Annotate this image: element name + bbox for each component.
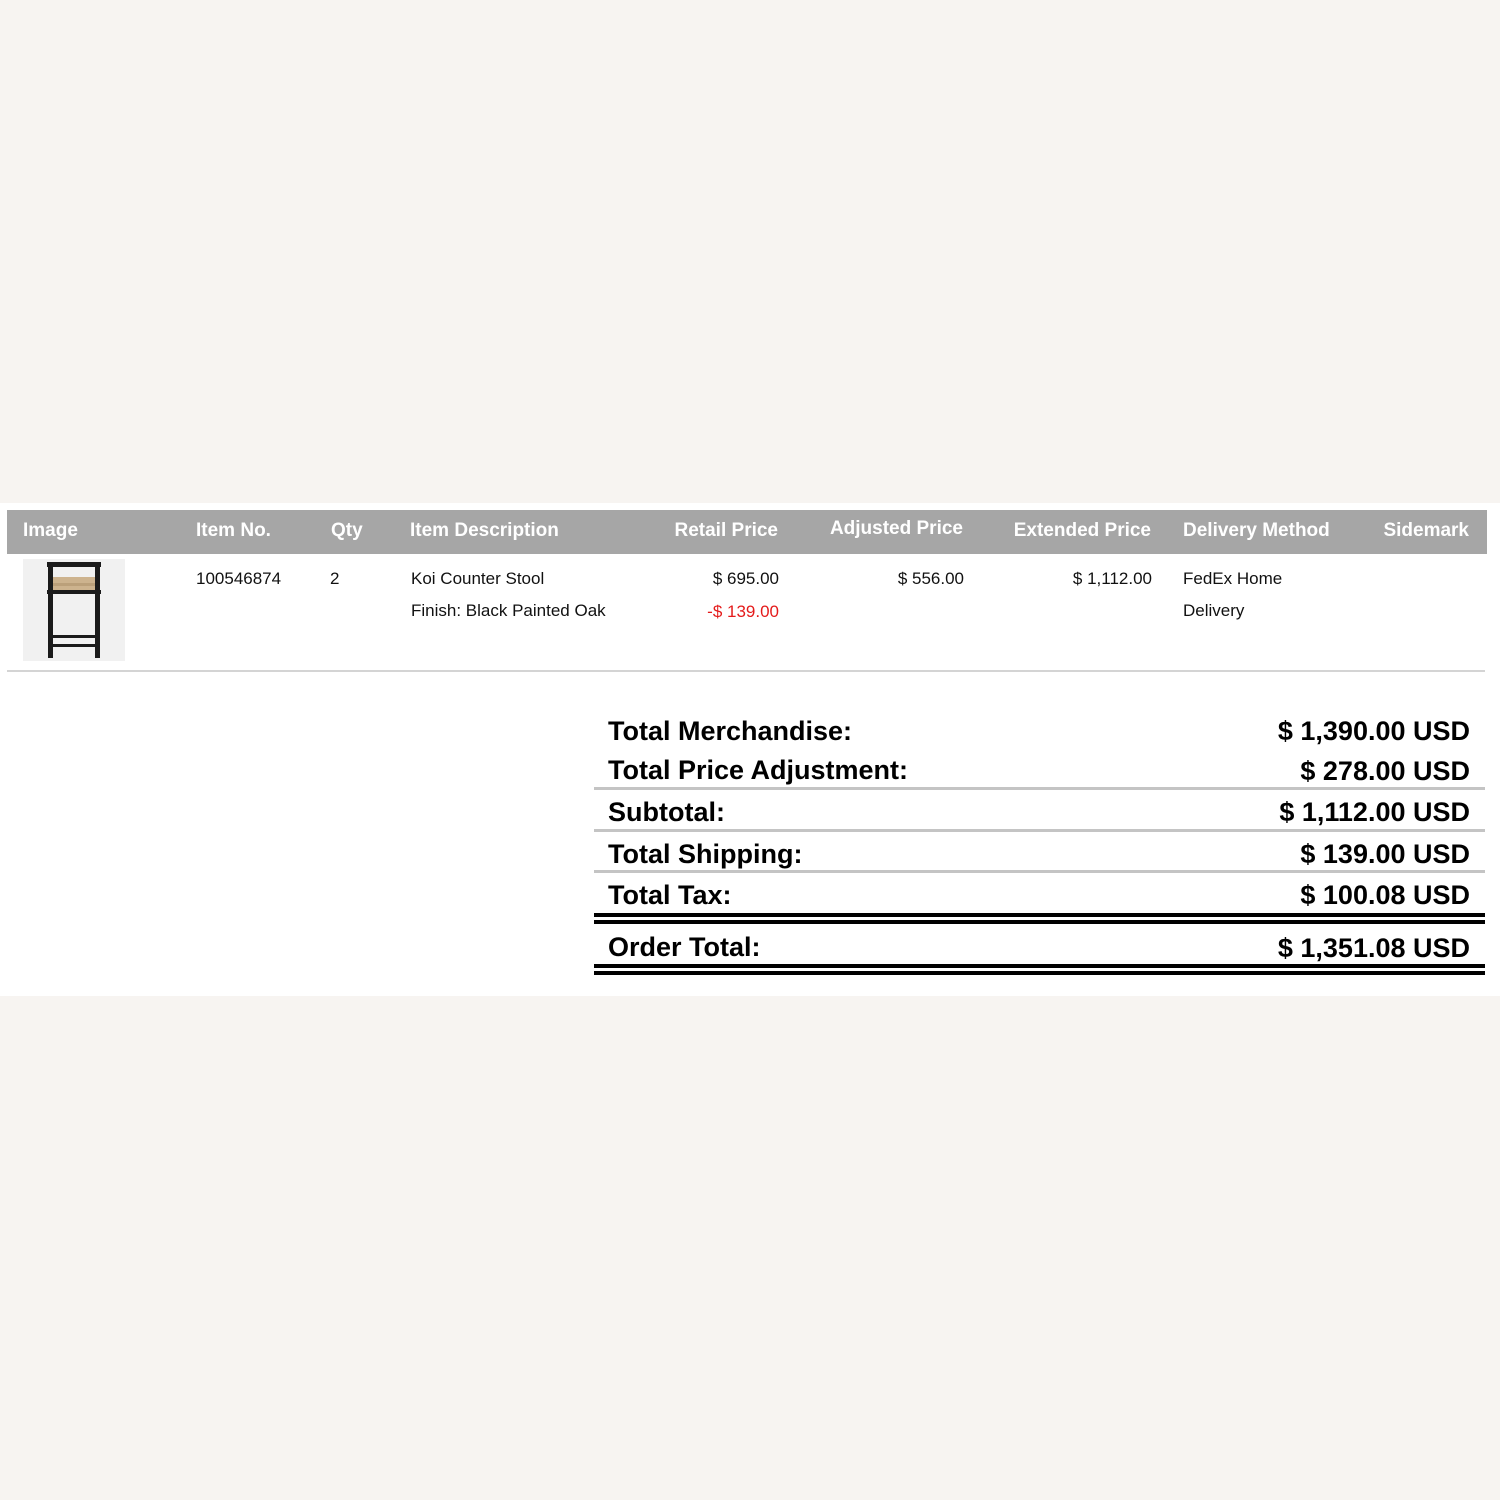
retail-price-adjustment: -$ 139.00 — [707, 602, 779, 621]
summary-divider — [594, 829, 1485, 832]
delivery-method-line2: Delivery — [1183, 601, 1245, 620]
delivery-method-line1: FedEx Home — [1183, 569, 1283, 588]
row-divider — [7, 670, 1485, 672]
subtotal-value: $ 1,112.00 USD — [1279, 797, 1470, 827]
product-image — [23, 559, 125, 661]
total-price-adjustment-label: Total Price Adjustment: — [608, 755, 909, 785]
total-tax-value: $ 100.08 USD — [1300, 880, 1470, 910]
retail-price: $ 695.00 — [712, 569, 779, 588]
summary-divider — [594, 787, 1485, 790]
header-sidemark: Sidemark — [1383, 520, 1469, 541]
extended-price: $ 1,112.00 — [1072, 569, 1152, 588]
header-retail-price: Retail Price — [674, 520, 778, 541]
order-total-label: Order Total: — [608, 932, 761, 962]
header-image: Image — [23, 520, 78, 541]
order-total-value: $ 1,351.08 USD — [1277, 933, 1470, 963]
header-qty: Qty — [331, 520, 363, 541]
order-total-bottom-rule — [594, 964, 1485, 975]
header-extended-price: Extended Price — [1013, 520, 1151, 541]
header-item-no: Item No. — [196, 520, 271, 541]
order-summary-sheet — [0, 503, 1500, 996]
total-merchandise-value: $ 1,390.00 USD — [1277, 716, 1470, 746]
total-tax-label: Total Tax: — [608, 880, 732, 910]
header-adjusted-price: Adjusted Price — [829, 518, 963, 539]
total-shipping-label: Total Shipping: — [608, 839, 803, 869]
item-description-finish: Finish: Black Painted Oak — [411, 601, 606, 620]
total-merchandise-label: Total Merchandise: — [608, 716, 853, 746]
summary-divider — [594, 870, 1485, 873]
item-number: 100546874 — [196, 569, 282, 588]
total-price-adjustment-value: $ 278.00 USD — [1300, 756, 1470, 786]
item-qty: 2 — [330, 569, 340, 588]
counter-stool-icon — [23, 559, 125, 661]
table-header — [7, 510, 1487, 554]
header-item-description: Item Description — [410, 520, 559, 541]
subtotal-label: Subtotal: — [608, 797, 725, 827]
total-shipping-value: $ 139.00 USD — [1300, 839, 1470, 869]
adjusted-price: $ 556.00 — [897, 569, 964, 588]
item-description-name: Koi Counter Stool — [411, 569, 545, 588]
header-delivery-method: Delivery Method — [1183, 520, 1330, 541]
order-total-top-rule — [594, 913, 1485, 924]
